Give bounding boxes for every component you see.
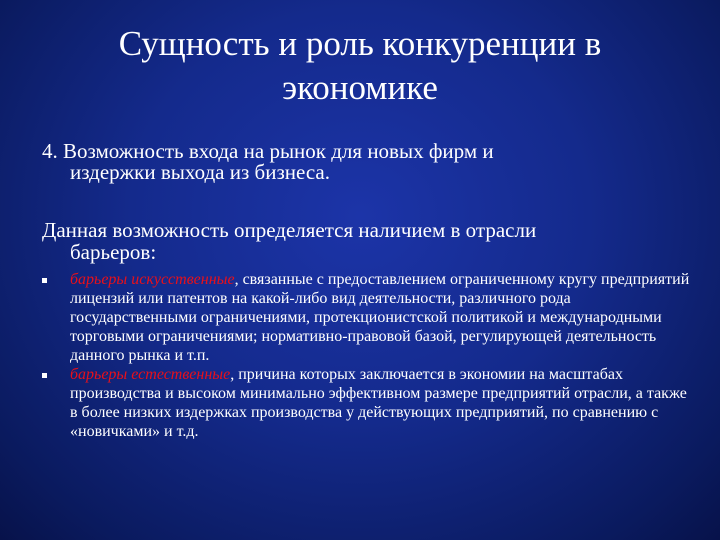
bullet-term: барьеры искусственные [70,271,235,288]
barrier-list [42,270,692,441]
list-item [42,270,692,365]
intro-line-2: барьеров: [70,240,157,264]
square-bullet-icon [42,373,47,378]
point-heading [42,141,682,183]
bullet-text: , связанные с предоставлением ограниченному кругу предприятий лицензий или патентов на какой-либо вид деятельности, различного рода государственными ограничениями, протекционистской политикой и международными торговыми ограничениями; нормативно-правовой базой, регулирующей деятельность данного рынка и т.п. [70,271,690,364]
square-bullet-icon [42,278,47,283]
list-item [42,365,692,441]
intro-paragraph [42,219,692,263]
bullet-text: , причина которых заключается в экономии на масштабах производства и высоком минимально эффективном размере предприятий отрасли, а также в более низких издержках производства у действующих предприятий, по сравнению с «новичками» и т.д. [70,366,687,440]
bullet-term: барьеры естественные [70,366,231,383]
intro-line-1: Данная возможность определяется наличием в отрасли [42,218,537,242]
point-heading-line-2: издержки выхода из бизнеса. [70,160,330,184]
slide-title: Сущность и роль конкуренции в экономике [118,24,602,107]
point-heading-line-1: 4. Возможность входа на рынок для новых фирм и [42,139,494,163]
